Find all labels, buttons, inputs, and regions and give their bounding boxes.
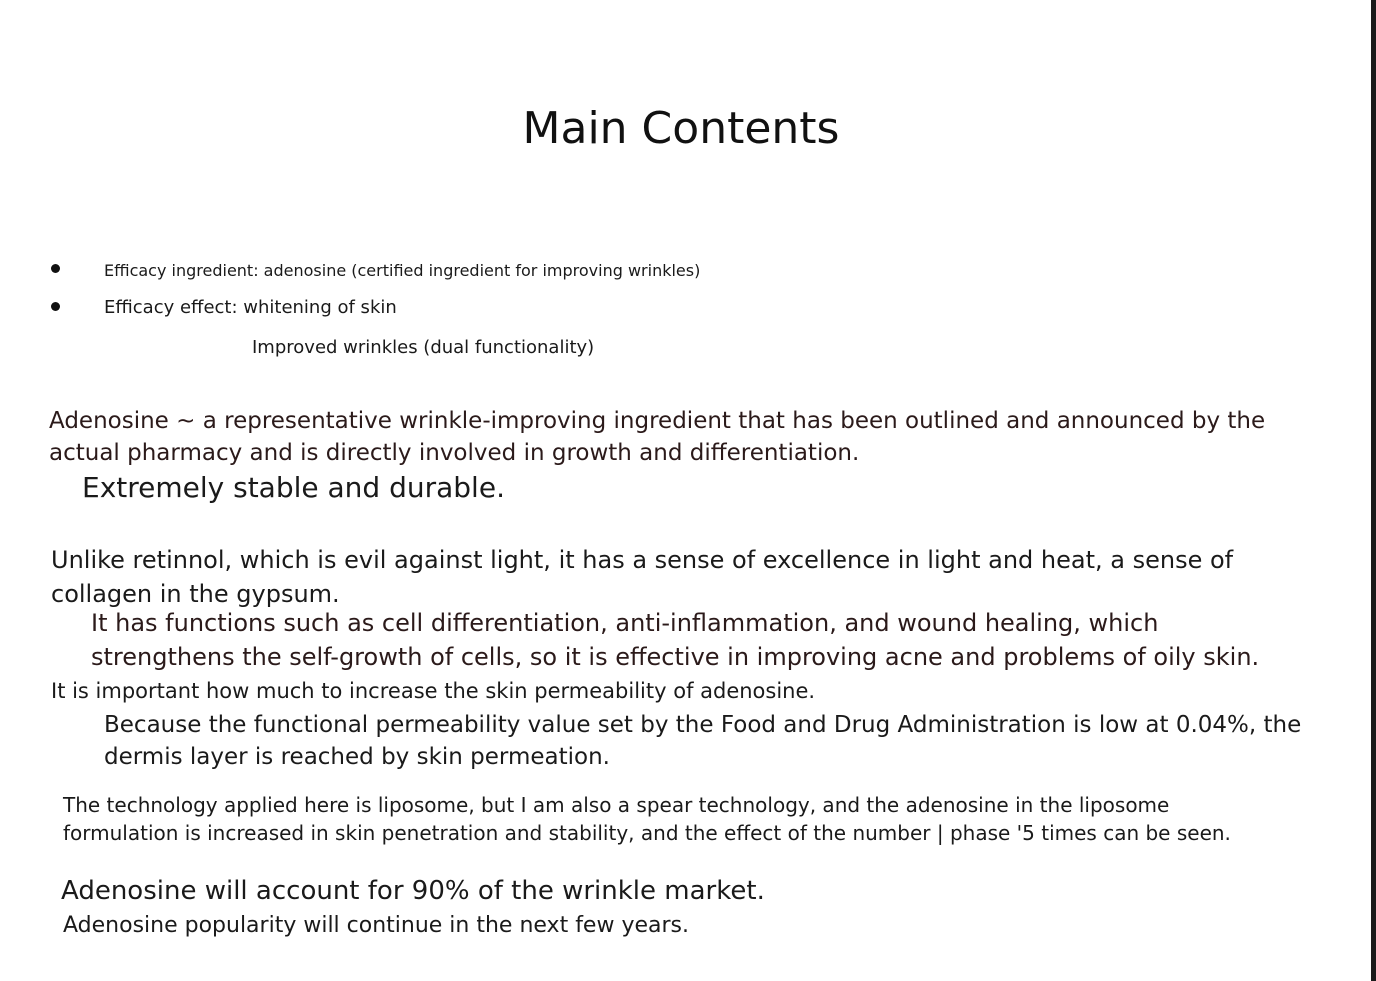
- text-line: dermis layer is reached by skin permeation.: [104, 744, 610, 770]
- permeability-paragraph: It is important how much to increase the skin permeability of adenosine.: [51, 679, 816, 703]
- text-line: Unlike retinnol, which is evil against light, it has a sense of excellence in light and heat, a sense of: [51, 546, 1234, 574]
- bullet-dot-icon: [51, 302, 60, 311]
- text-line: actual pharmacy and is directly involved in growth and differentiation.: [49, 440, 860, 466]
- bullet-item-ingredient: Efficacy ingredient: adenosine (certified ingredient for improving wrinkles): [104, 261, 701, 280]
- text-line: The technology applied here is liposome, but I am also a spear technology, and the adenosine in the liposome: [63, 793, 1170, 817]
- bullet-dot-icon: [51, 264, 60, 273]
- text-line: It has functions such as cell differentiation, anti-inflammation, and wound healing, which: [91, 609, 1159, 637]
- text-line: Because the functional permeability value set by the Food and Drug Administration is low at 0.04%, the: [104, 712, 1302, 738]
- stable-durable-heading: Extremely stable and durable.: [82, 471, 505, 504]
- bullet-item-effect: Efficacy effect: whitening of skin: [104, 297, 397, 318]
- page-edge-divider: [1371, 0, 1376, 981]
- text-line: Adenosine ~ a representative wrinkle-improving ingredient that has been outlined and announced by the: [49, 408, 1266, 434]
- market-share-statement: Adenosine will account for 90% of the wrinkle market.: [61, 876, 765, 906]
- text-line: collagen in the gypsum.: [51, 580, 340, 608]
- bullet-continuation: Improved wrinkles (dual functionality): [252, 337, 595, 358]
- page-title: Main Contents: [522, 103, 840, 154]
- text-line: formulation is increased in skin penetration and stability, and the effect of the number | phase '5 times can be seen.: [63, 821, 1231, 845]
- text-line: strengthens the self-growth of cells, so it is effective in improving acne and problems of oily skin.: [91, 643, 1260, 671]
- popularity-statement: Adenosine popularity will continue in the next few years.: [63, 913, 689, 938]
